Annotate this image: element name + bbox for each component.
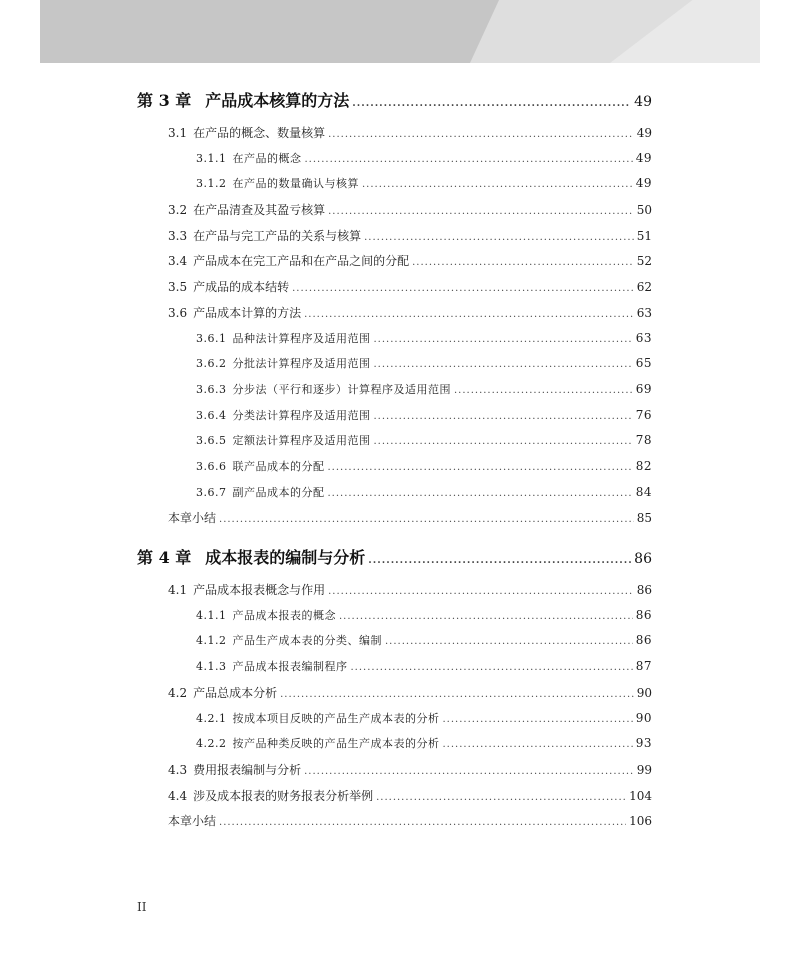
page-number: II xyxy=(137,900,147,914)
toc-subsection[interactable] xyxy=(196,432,652,452)
chapter-heading[interactable] xyxy=(137,545,652,565)
toc-entry-title: 涉及成本报表的财务报表分析举例 xyxy=(193,789,374,803)
toc-entry-title: 联产品成本的分配 xyxy=(232,460,325,473)
toc-page-number: 86 xyxy=(635,633,652,647)
toc-page-number: 49 xyxy=(635,176,652,190)
toc-subsection[interactable] xyxy=(196,607,652,627)
toc-entry-title: 本章小结 xyxy=(168,511,217,525)
toc-subsection[interactable] xyxy=(196,484,652,504)
toc-entry-number: 3.2 xyxy=(168,203,188,217)
toc-subsection[interactable] xyxy=(196,175,652,195)
toc-page-number: 85 xyxy=(636,511,652,525)
toc-page-number: 90 xyxy=(635,711,652,725)
toc-page-number: 93 xyxy=(635,736,652,750)
toc-page-number: 52 xyxy=(636,254,652,268)
toc-entry-title: 在产品的数量确认与核算 xyxy=(232,177,359,190)
toc-entry-title: 产品生产成本表的分类、编制 xyxy=(232,634,382,647)
toc-page-number: 78 xyxy=(635,433,652,447)
dot-leader xyxy=(305,154,633,165)
dot-leader xyxy=(328,488,633,499)
toc-entry-title: 产品成本在完工产品和在产品之间的分配 xyxy=(193,254,410,268)
toc-entry-number: 4.4 xyxy=(168,789,188,803)
toc-page-number: 63 xyxy=(636,306,652,320)
toc-entry-number: 4.2.2 xyxy=(196,737,227,750)
toc-entry-title: 按产品种类反映的产品生产成本表的分析 xyxy=(232,737,440,750)
toc-subsection[interactable] xyxy=(196,330,652,350)
toc-page-number: 69 xyxy=(635,382,652,396)
dot-leader xyxy=(351,662,633,673)
toc-section[interactable] xyxy=(168,124,652,144)
toc-page-number: 65 xyxy=(635,356,652,370)
toc-entry-number: 4.1.3 xyxy=(196,660,227,673)
toc-page-number: 63 xyxy=(635,331,652,345)
toc-entry-number: 第 3 章 xyxy=(137,91,192,110)
dot-leader xyxy=(454,385,633,396)
dot-leader xyxy=(328,129,634,140)
toc-entry-number: 3.6.6 xyxy=(196,460,227,473)
toc-entry-title: 分步法（平行和逐步）计算程序及适用范围 xyxy=(232,383,451,396)
toc-entry-title: 产品成本核算的方法 xyxy=(205,91,350,110)
toc-entry-number: 第 4 章 xyxy=(137,548,192,567)
toc-entry-number: 3.5 xyxy=(168,280,188,294)
toc-entry-title: 品种法计算程序及适用范围 xyxy=(232,332,371,345)
dot-leader xyxy=(328,462,633,473)
toc-section[interactable] xyxy=(168,684,652,704)
dot-leader xyxy=(374,436,633,447)
toc-entry-title: 产品成本报表的概念 xyxy=(232,609,336,622)
toc-subsection[interactable] xyxy=(196,407,652,427)
toc-page-number: 86 xyxy=(636,583,652,597)
toc-page-number: 106 xyxy=(629,814,652,828)
toc-section[interactable] xyxy=(168,201,652,221)
dot-leader xyxy=(352,98,631,109)
toc-entry-title: 本章小结 xyxy=(168,814,217,828)
toc-section[interactable] xyxy=(168,787,652,807)
toc-entry-title: 副产品成本的分配 xyxy=(232,486,325,499)
toc-section[interactable] xyxy=(168,252,652,272)
toc-section[interactable] xyxy=(168,761,652,781)
toc-page-number: 76 xyxy=(635,408,652,422)
toc-page-number: 49 xyxy=(634,94,652,110)
dot-leader xyxy=(374,334,633,345)
toc-entry-number: 4.1 xyxy=(168,583,188,597)
dot-leader xyxy=(339,611,633,622)
toc-entry-title: 在产品与完工产品的关系与核算 xyxy=(193,229,362,243)
toc-subsection[interactable] xyxy=(196,355,652,375)
header-banner xyxy=(40,0,760,63)
toc-entry-title: 费用报表编制与分析 xyxy=(193,763,302,777)
toc-section[interactable] xyxy=(168,509,652,529)
toc-entry-title: 在产品清查及其盈亏核算 xyxy=(193,203,326,217)
toc-page-number: 90 xyxy=(636,686,652,700)
dot-leader xyxy=(219,817,626,828)
toc-page-number: 49 xyxy=(635,151,652,165)
toc-subsection[interactable] xyxy=(196,458,652,478)
dot-leader xyxy=(443,714,633,725)
toc-section[interactable] xyxy=(168,581,652,601)
toc-entry-number: 3.1 xyxy=(168,126,188,140)
toc-entry-title: 成本报表的编制与分析 xyxy=(205,548,366,567)
toc-entry-title: 按成本项目反映的产品生产成本表的分析 xyxy=(232,712,440,725)
toc-entry-title: 产品成本计算的方法 xyxy=(193,306,302,320)
toc-entry-title: 分类法计算程序及适用范围 xyxy=(232,409,371,422)
dot-leader xyxy=(385,636,633,647)
toc-page-number: 82 xyxy=(635,459,652,473)
dot-leader xyxy=(304,309,634,320)
toc-subsection[interactable] xyxy=(196,632,652,652)
toc-subsection[interactable] xyxy=(196,381,652,401)
toc-entry-number: 3.6.7 xyxy=(196,486,227,499)
toc-entry-title: 产品成本报表概念与作用 xyxy=(193,583,326,597)
toc-section[interactable] xyxy=(168,278,652,298)
dot-leader xyxy=(280,689,634,700)
dot-leader xyxy=(362,179,633,190)
toc-subsection[interactable] xyxy=(196,658,652,678)
dot-leader xyxy=(374,359,633,370)
toc-section[interactable] xyxy=(168,812,652,832)
toc-subsection[interactable] xyxy=(196,150,652,170)
toc-page-number: 87 xyxy=(635,659,652,673)
toc-page-number: 49 xyxy=(636,126,652,140)
toc-entry-number: 3.1.2 xyxy=(196,177,227,190)
toc-entry-number: 3.6.3 xyxy=(196,383,227,396)
toc-page-number: 86 xyxy=(635,608,652,622)
toc-entry-title: 产品成本报表编制程序 xyxy=(232,660,348,673)
toc-entry-number: 4.2 xyxy=(168,686,188,700)
dot-leader xyxy=(328,206,634,217)
toc-page-number: 99 xyxy=(636,763,652,777)
toc-page-number: 104 xyxy=(629,789,652,803)
toc-subsection[interactable] xyxy=(196,710,652,730)
dot-leader xyxy=(364,232,634,243)
toc-entry-number: 3.3 xyxy=(168,229,188,243)
toc-section[interactable] xyxy=(168,227,652,247)
toc-page-number: 84 xyxy=(635,485,652,499)
toc-entry-number: 3.6.1 xyxy=(196,332,227,345)
dot-leader xyxy=(328,586,634,597)
dot-leader xyxy=(292,283,634,294)
toc-entry-number: 3.6 xyxy=(168,306,188,320)
toc-entry-title: 产成品的成本结转 xyxy=(193,280,290,294)
toc-entry-number: 4.2.1 xyxy=(196,712,227,725)
toc-page-number: 86 xyxy=(634,551,652,567)
toc-entry-number: 4.3 xyxy=(168,763,188,777)
dot-leader xyxy=(412,257,634,268)
toc-entry-number: 3.1.1 xyxy=(196,152,227,165)
toc-page-number: 50 xyxy=(636,203,652,217)
chapter-heading[interactable] xyxy=(137,88,652,108)
toc-entry-title: 定额法计算程序及适用范围 xyxy=(232,434,371,447)
toc-entry-number: 3.6.4 xyxy=(196,409,227,422)
toc-section[interactable] xyxy=(168,304,652,324)
toc-subsection[interactable] xyxy=(196,735,652,755)
toc-entry-title: 产品总成本分析 xyxy=(193,686,278,700)
toc-entry-title: 在产品的概念、数量核算 xyxy=(193,126,326,140)
dot-leader xyxy=(374,411,633,422)
dot-leader xyxy=(368,555,631,566)
toc-entry-number: 4.1.2 xyxy=(196,634,227,647)
toc-page-number: 51 xyxy=(636,229,652,243)
toc-entry-number: 3.6.2 xyxy=(196,357,227,370)
toc-entry-title: 在产品的概念 xyxy=(232,152,302,165)
dot-leader xyxy=(376,792,626,803)
toc-entry-number: 3.4 xyxy=(168,254,188,268)
toc-entry-number: 3.6.5 xyxy=(196,434,227,447)
dot-leader xyxy=(304,766,634,777)
dot-leader xyxy=(443,739,633,750)
toc-entry-title: 分批法计算程序及适用范围 xyxy=(232,357,371,370)
toc-entry-number: 4.1.1 xyxy=(196,609,227,622)
dot-leader xyxy=(219,514,634,525)
toc-page-number: 62 xyxy=(636,280,652,294)
